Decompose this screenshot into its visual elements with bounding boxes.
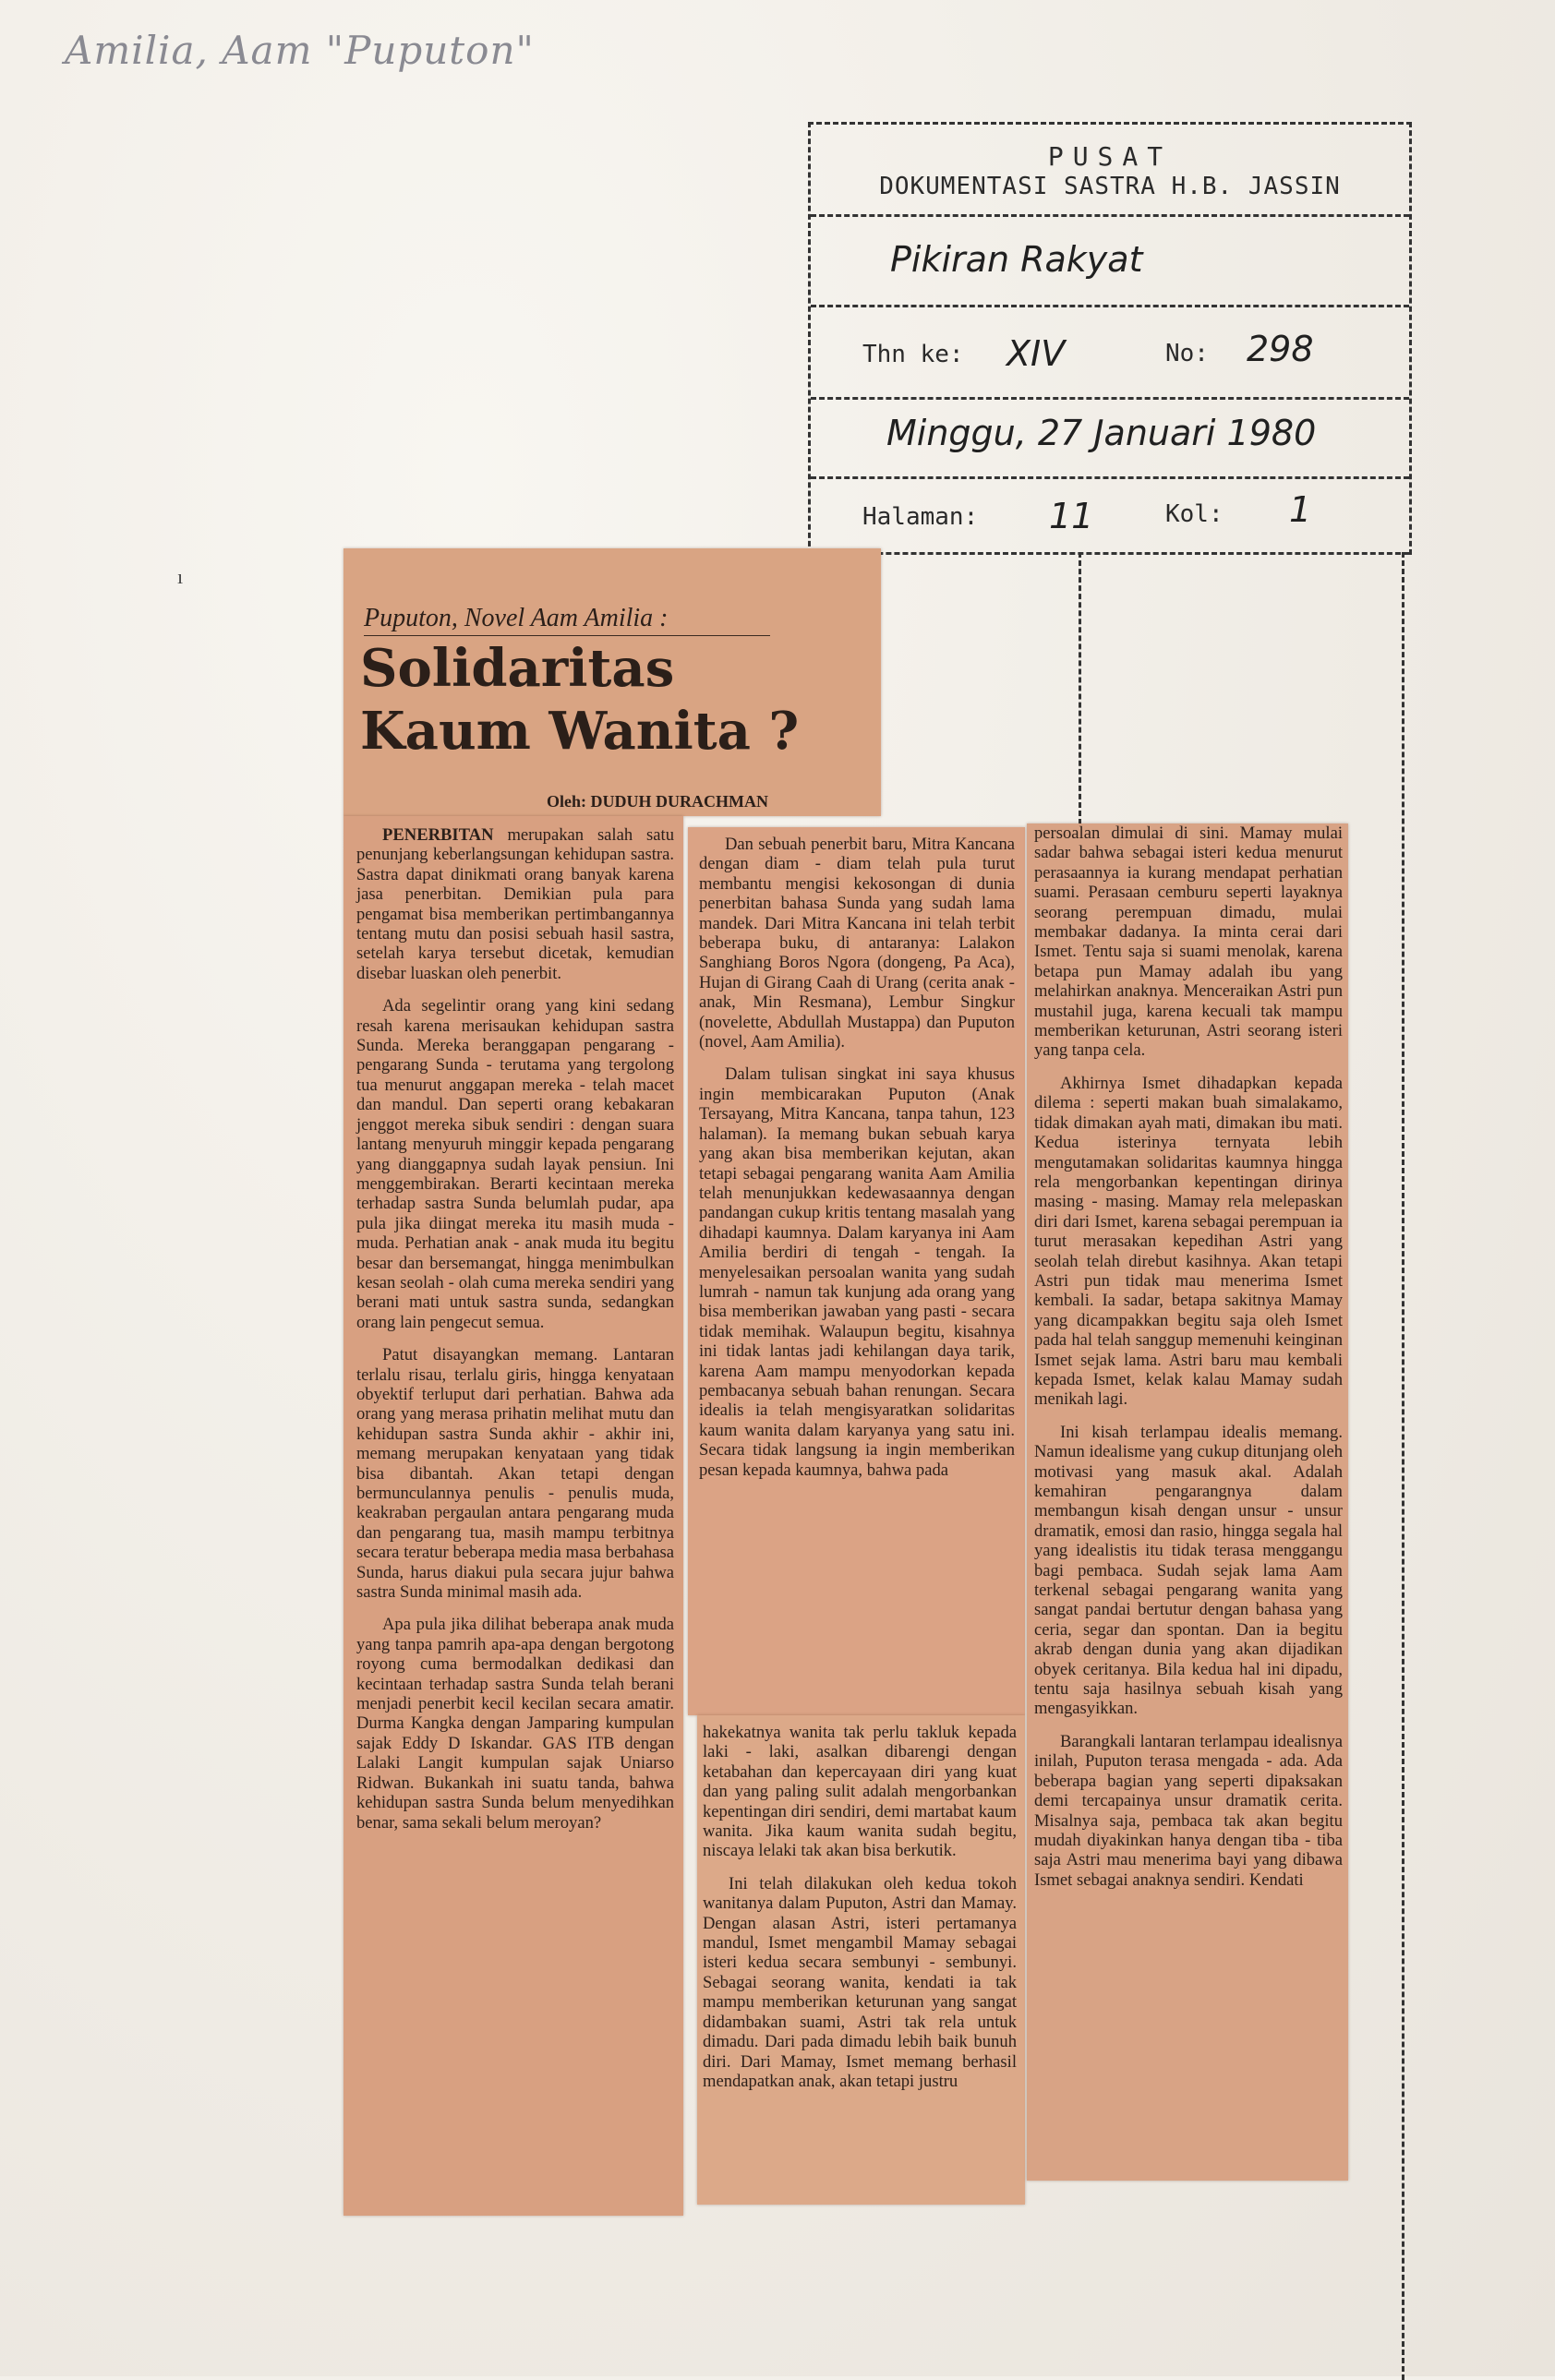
paragraph-text: Patut disayangkan memang. Lantaran terlalu risau, terlalu giris, hingga kenyataan obyektif terluput dari perhatian. Bahwa ada orang yang merasa prihatin melihat mutu dan kehidupan sastra Sunda akhir - akhir ini, memang merupakan kenyataan yang tidak bisa dibantah. Akan tetapi dengan bermunculannya penulis - penulis muda, keakraban pergaulan antara pengarang muda dan pengarang tua, masih mampu terbitnya secara teratur beberapa media masa berbahasa Sunda, harus diakui pula secara jujur bahwa sastra Sunda minimal masih ada. — [356, 1345, 674, 1603]
number-label: No: — [1165, 340, 1209, 367]
column-2-text — [699, 835, 1015, 1493]
clipping-header — [344, 548, 881, 816]
number-value: 298 — [1247, 329, 1314, 369]
paragraph: Ini telah dilakukan oleh kedua tokoh wanitanya dalam Puputon, Astri dan Mamay. Dengan alasan Astri, isteri pertamanya mandul, Ismet mengambil Mamay sebagai isteri kedua secara sembunyi - sembunyi. Sebagai seorang wanita, kendati ia tak mampu memberikan keturunan yang sangat didambakan suami, Astri tak rela untuk dimadu. Dari pada dimadu lebih baik bunuh diri. Dari Mamay, Ismet memang berhasil mendapatkan anak, akan tetapi justru — [703, 1873, 1017, 2091]
clipping-column-1 — [344, 816, 683, 2216]
article-headline — [360, 637, 859, 763]
paragraph — [356, 1345, 674, 1602]
paragraph: Akhirnya Ismet dihadapkan kepada dilema : seperti makan buah simalakamo, tidak dimakan ayah mati, dimakan ibu mati. Kedua isterinya ternyata lebih mengutamakan solidaritas kaumnya hingga rela mengorbankan kepentingan dirinya masing - masing. Mamay rela melepaskan diri dari Ismet, karena sebagai perempuan ia turut merasakan kepedihan Astri yang seolah telah direbut kasihnya. Akan tetapi Astri pun tidak mau menerima Ismet kembali. Ia sadar, betapa sakitnya Mamay yang dicampakkan begitu saja oleh Ismet pada hal telah sanggup memenuhi keinginan Ismet sejak lama. Astri baru mau kembali kepada Ismet, kelak kalau Mamay sudah menikah lagi. — [1034, 1073, 1343, 1410]
margin-tick: ı — [177, 565, 184, 588]
stamp-dashed-line — [1079, 552, 1081, 824]
paragraph — [356, 825, 674, 983]
paragraph: persoalan dimulai di sini. Mamay mulai sadar bahwa sebagai isteri kedua menurut perasaannya ia kurang mendapat perhatian suami. Perasaan cemburu seperti layaknya seorang perempuan dimadu, mulai membakar dadanya. Ia minta cerai dari Ismet. Tentu saja si suami menolak, karena betapa pun Mamay adalah ibu yang melahirkan anaknya. Menceraikan Astri pun mustahil juga, karena kecuali tak mampu memberikan keturunan, Astri seorang isteri yang tanpa cela. — [1034, 823, 1343, 1061]
stamp-title-line1: PUSAT — [1047, 141, 1173, 172]
documentation-stamp — [808, 122, 1412, 555]
paragraph-text: Ada segelintir orang yang kini sedang resah karena merisaukan kehidupan sastra Sunda. Mereka beranggapan pengarang - pengarang Sunda - terutama yang tergolong tua menurut anggapan mereka - telah macet dan mandul. Dan seperti orang kebakaran jenggot mereka sibuk sendiri : dengan suara lantang menyuruh minggir kepada pengarang yang dianggapnya sudah layak pensiun. Ini menggembirakan. Berarti kecintaan mereka terhadap sastra Sunda belumlah pudar, apa pula jika diingat mereka itu masih muda - muda. Perhatian anak - anak muda itu begitu besar dan bersemangat, hingga menimbulkan kesan seolah - olah cuma mereka sendiri yang berani mati untuk sastra sunda, sedangkan orang lain pengecut semua. — [356, 996, 674, 1332]
paragraph-lead: PENERBITAN — [382, 825, 494, 845]
article-kicker: Puputon, Novel Aam Amilia : — [364, 604, 770, 636]
column-3-text — [1034, 823, 1343, 1903]
column-value: 1 — [1289, 489, 1312, 530]
handwritten-note: Amilia, Aam "Puputon" — [65, 28, 535, 73]
page-label: Halaman: — [862, 503, 979, 531]
column-1-text — [356, 825, 674, 1845]
paragraph — [356, 996, 674, 1332]
paragraph: hakekatnya wanita tak perlu takluk kepada laki - laki, asalkan dibarengi dengan ketabahan dan kepercayaan diri yang kuat dan yang paling sulit adalah mengorbankan kepentingan diri sendiri, demi martabat kaum wanita. Jika kaum wanita sudah begitu, niscaya lelaki tak akan bisa berkutik. — [703, 1723, 1017, 1861]
year-value: XIV — [1007, 333, 1066, 374]
clipping-column-3 — [1027, 823, 1348, 2181]
stamp-page-row — [811, 479, 1409, 555]
headline-line1: Solidaritas — [360, 638, 675, 699]
paragraph — [356, 1615, 674, 1832]
stamp-newspaper-row — [811, 217, 1409, 307]
issue-date: Minggu, 27 Januari 1980 — [886, 413, 1317, 453]
paragraph: Barangkali lantaran terlampau idealisnya inilah, Puputon terasa mengada - ada. Ada beberapa bagian yang seperti dipaksakan demi tercapainya unsur dramatik cerita. Misalnya saja, pembaca tak akan begitu mudah diyakinkan hanya dengan tiba - tiba saja Astri mau menerima bayi yang dibawa Ismet sebagai anaknya sendiri. Kendati — [1034, 1731, 1343, 1890]
clipping-column-2 — [688, 827, 1025, 1715]
headline-line2: Kaum Wanita ? — [360, 701, 800, 762]
paragraph-text: Apa pula jika dilihat beberapa anak muda yang tanpa pamrih apa-apa dengan bergotong royong cuma bermodalkan dedikasi dan kecintaan terhadap sastra Sunda telah berani menjadi penerbit kecil kecilan secara amatir. Durma Kangka dengan Jamparing kumpulan sajak Eddy D Iskandar. GAS ITB dengan Lalaki Langit kumpulan sajak Uniarso Ridwan. Bukankah ini suatu tanda, bahwa kehidupan sastra Sunda belum menyedihkan benar, sama sekali belum meroyan? — [356, 1615, 674, 1833]
column-label: Kol: — [1165, 500, 1224, 528]
paragraph: Ini kisah terlampau idealis memang. Namun idealisme yang cukup ditunjang oleh motivasi yang masuk akal. Adalah kemahiran pengarangnya dalam membangun kisah dengan unsur - unsur dramatik, emosi dan rasio, hingga segala hal yang idealistis itu tidak terasa menggangu bagi pembaca. Sudah sejak lama Aam terkenal sebagai pengarang wanita yang sangat pandai bertutur dengan bahasa yang ceria, segar dan spontan. Dan ia begitu akrab dengan dunia yang akan dijadikan obyek ceritanya. Bila kedua hal ini dipadu, tentu saja hasilnya sebuah kisah yang mengasyikkan. — [1034, 1422, 1343, 1719]
sheet-dashed-edge — [1402, 552, 1404, 2380]
newspaper-name: Pikiran Rakyat — [890, 239, 1143, 280]
stamp-title-line2: DOKUMENTASI SASTRA H.B. JASSIN — [879, 173, 1341, 200]
page-value: 11 — [1049, 496, 1094, 536]
column-2b-text — [703, 1723, 1017, 2104]
stamp-date-row — [811, 400, 1409, 479]
stamp-issue-row — [811, 307, 1409, 400]
stamp-header — [811, 125, 1409, 217]
year-label: Thn ke: — [862, 341, 964, 368]
paragraph: Dalam tulisan singkat ini saya khusus ingin membicarakan Puputon (Anak Tersayang, Mitra Kancana, tanpa tahun, 123 halaman). Ia memang bukan sebuah karya yang akan bisa memberikan kejutan, akan tetapi sebagai pengarang wanita Aam Amilia telah menunjukkan kedewasaannya dengan pandangan cukup kritis tentang masalah yang dihadapi kaumnya. Dalam karyanya ini Aam Amilia berdiri di tengah - tengah. Ia menyelesaikan persoalan wanita yang sudah lumrah - namun tak kunjung ada orang yang bisa memberikan jawaban yang pasti - secara tidak memihak. Walaupun begitu, kisahnya ini tidak lantas jadi kehilangan daya tarik, karena Aam mampu menyodorkan kepada pembacanya sebuah bahan renungan. Secara idealis ia telah mengisyaratkan solidaritas kaum wanita dalam karyanya yang satu ini. Secara tidak langsung ia ingin memberikan pesan kepada kaumnya, bahwa pada — [699, 1064, 1015, 1480]
clipping-column-2-continued — [697, 1715, 1025, 2205]
paragraph-text: merupakan salah satu penunjang keberlangsungan kehidupan sastra. Sastra dapat dinikmati orang banyak karena jasa penerbitan. Demikian pula para pengamat bisa memberikan pertimbangannya tentang mutu dan posisi sebuah hasil sastra, setelah karya tersebut dicetak, kemudian disebar luaskan oleh penerbit. — [356, 825, 674, 983]
paragraph: Dan sebuah penerbit baru, Mitra Kancana dengan diam - diam telah pula turut membantu mengisi kekosongan di dunia penerbitan bahasa Sunda yang sudah lama mandek. Dari Mitra Kancana ini telah terbit beberapa buku, di antaranya: Lalakon Sanghiang Boros Ngora (dongeng, Pa Aca), Hujan di Girang Caah di Urang (cerita anak - anak, Min Resmana), Lembur Singkur (novelette, Abdullah Mustappa) dan Puputon (novel, Aam Amilia). — [699, 835, 1015, 1052]
article-byline: Oleh: DUDUH DURACHMAN — [547, 792, 768, 811]
